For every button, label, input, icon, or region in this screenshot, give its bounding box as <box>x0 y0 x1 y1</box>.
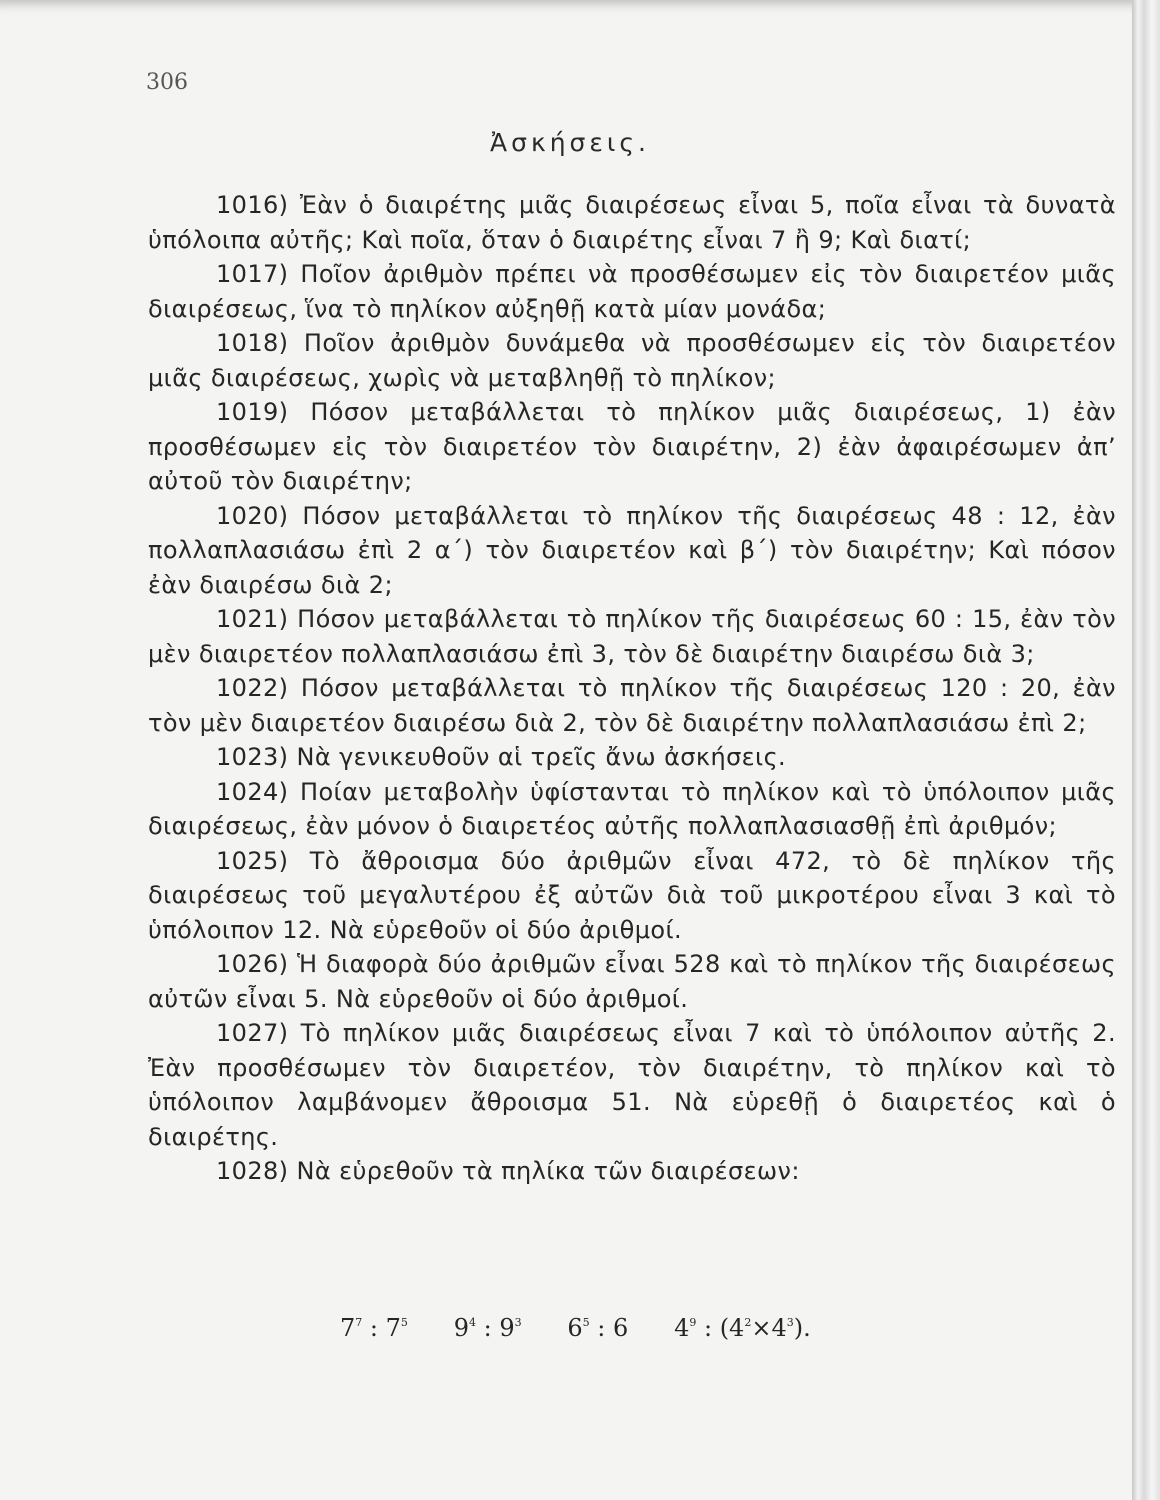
power-division-4: $4^9$ : $(4^2\times 4^3)$. <box>674 1314 811 1342</box>
power-division-1: $7^7$ : $7^5$ <box>340 1314 408 1342</box>
exercise-1020: 1020) Πόσον μεταβάλλεται τὸ πηλίκον τῆς διαιρέσεως 48 : 12, ἐὰν πολλαπλασιάσω ἐπὶ 2 α΄) τὸν διαιρετέον καὶ β΄) τὸν διαιρέτην; Καὶ πόσον ἐὰν διαιρέσω διὰ 2; <box>148 501 1116 599</box>
power-division-2: $9^4$ : $9^3$ <box>453 1314 522 1342</box>
power-division-3: $6^5$ : 6 <box>567 1314 629 1342</box>
exercise-1019: 1019) Πόσον μεταβάλλεται τὸ πηλίκον μιᾶς διαιρέσεως, 1) ἐὰν προσθέσωμεν εἰς τὸν διαιρετέον τὸν διαιρέτην, 2) ἐὰν ἀφαιρέσωμεν ἀπ’ αὐτοῦ τὸν διαιρέτην; <box>148 398 1116 495</box>
exercise-1018: 1018) Ποῖον ἀριθμὸν δυνάμεθα νὰ προσθέσωμεν εἰς τὸν διαιρετέον μιᾶς διαιρέσεως, χωρὶς νὰ μεταβληθῇ τὸ πηλίκον; <box>148 329 1116 392</box>
exercise-list <box>148 188 1116 1189</box>
exercise-1028: 1028) Νὰ εὑρεθοῦν τὰ πηλίκα τῶν διαιρέσεων: <box>216 1157 800 1185</box>
exercise-1027: 1027) Τὸ πηλίκον μιᾶς διαιρέσεως εἶναι 7 καὶ τὸ ὑπόλοιπον αὐτῆς 2. Ἐὰν προσθέσωμεν τὸν διαιρετέον, τὸν διαιρέτην, τὸ πηλίκον καὶ τὸ ὑπόλοιπον λαμβάνομεν ἄθροισμα 51. Νὰ εὑρεθῇ ὁ διαιρετέος καὶ ὁ διαιρέτης. <box>148 1019 1116 1151</box>
exercise-1025: 1025) Τὸ ἄθροισμα δύο ἀριθμῶν εἶναι 472, τὸ δὲ πηλίκον τῆς διαιρέσεως τοῦ μεγαλυτέρου ἐξ αὐτῶν διὰ τοῦ μικροτέρου εἶναι 3 καὶ τὸ ὑπόλοιπον 12. Νὰ εὑρεθοῦν οἱ δύο ἀριθμοί. <box>148 846 1116 944</box>
exercise-1016: 1016) Ἐὰν ὁ διαιρέτης μιᾶς διαιρέσεως εἶναι 5, ποῖα εἶναι τὰ δυνατὰ ὑπόλοιπα αὐτῆς; Καὶ ποῖα, ὅταν ὁ διαιρέτης εἶναι 7 ἢ 9; Καὶ διατί; <box>148 191 1116 254</box>
exercise-1024: 1024) Ποίαν μεταβολὴν ὑφίστανται τὸ πηλίκον καὶ τὸ ὑπόλοιπον μιᾶς διαιρέσεως, ἐὰν μόνον ὁ διαιρετέος αὐτῆς πολλαπλασιασθῇ ἐπὶ ἀριθμόν; <box>148 777 1116 840</box>
section-heading: Ἀσκήσεις. <box>490 128 650 157</box>
power-divisions-line <box>340 1314 811 1342</box>
exercise-1026: 1026) Ἡ διαφορὰ δύο ἀριθμῶν εἶναι 528 καὶ τὸ πηλίκον τῆς διαιρέσεως αὐτῶν εἶναι 5. Νὰ εὑρεθοῦν οἱ δύο ἀριθμοί. <box>148 950 1116 1013</box>
exercise-1022: 1022) Πόσον μεταβάλλεται τὸ πηλίκον τῆς διαιρέσεως 120 : 20, ἐὰν τὸν μὲν διαιρετέον διαιρέσω διὰ 2, τὸν δὲ διαιρέτην πολλαπλασιάσω ἐπὶ 2; <box>148 674 1116 737</box>
page-number: 306 <box>146 70 188 95</box>
exercise-1023: 1023) Νὰ γενικευθοῦν αἱ τρεῖς ἄνω ἀσκήσεις. <box>216 743 787 771</box>
exercise-1021: 1021) Πόσον μεταβάλλεται τὸ πηλίκον τῆς διαιρέσεως 60 : 15, ἐὰν τὸν μὲν διαιρετέον πολλαπλασιάσω ἐπὶ 3, τὸν δὲ διαιρέτην διαιρέσω διὰ 3; <box>148 605 1116 668</box>
exercise-1017: 1017) Ποῖον ἀριθμὸν πρέπει νὰ προσθέσωμεν εἰς τὸν διαιρετέον μιᾶς διαιρέσεως, ἵνα τὸ πηλίκον αὐξηθῇ κατὰ μίαν μονάδα; <box>148 260 1116 323</box>
book-binding-edge <box>1132 0 1160 1500</box>
